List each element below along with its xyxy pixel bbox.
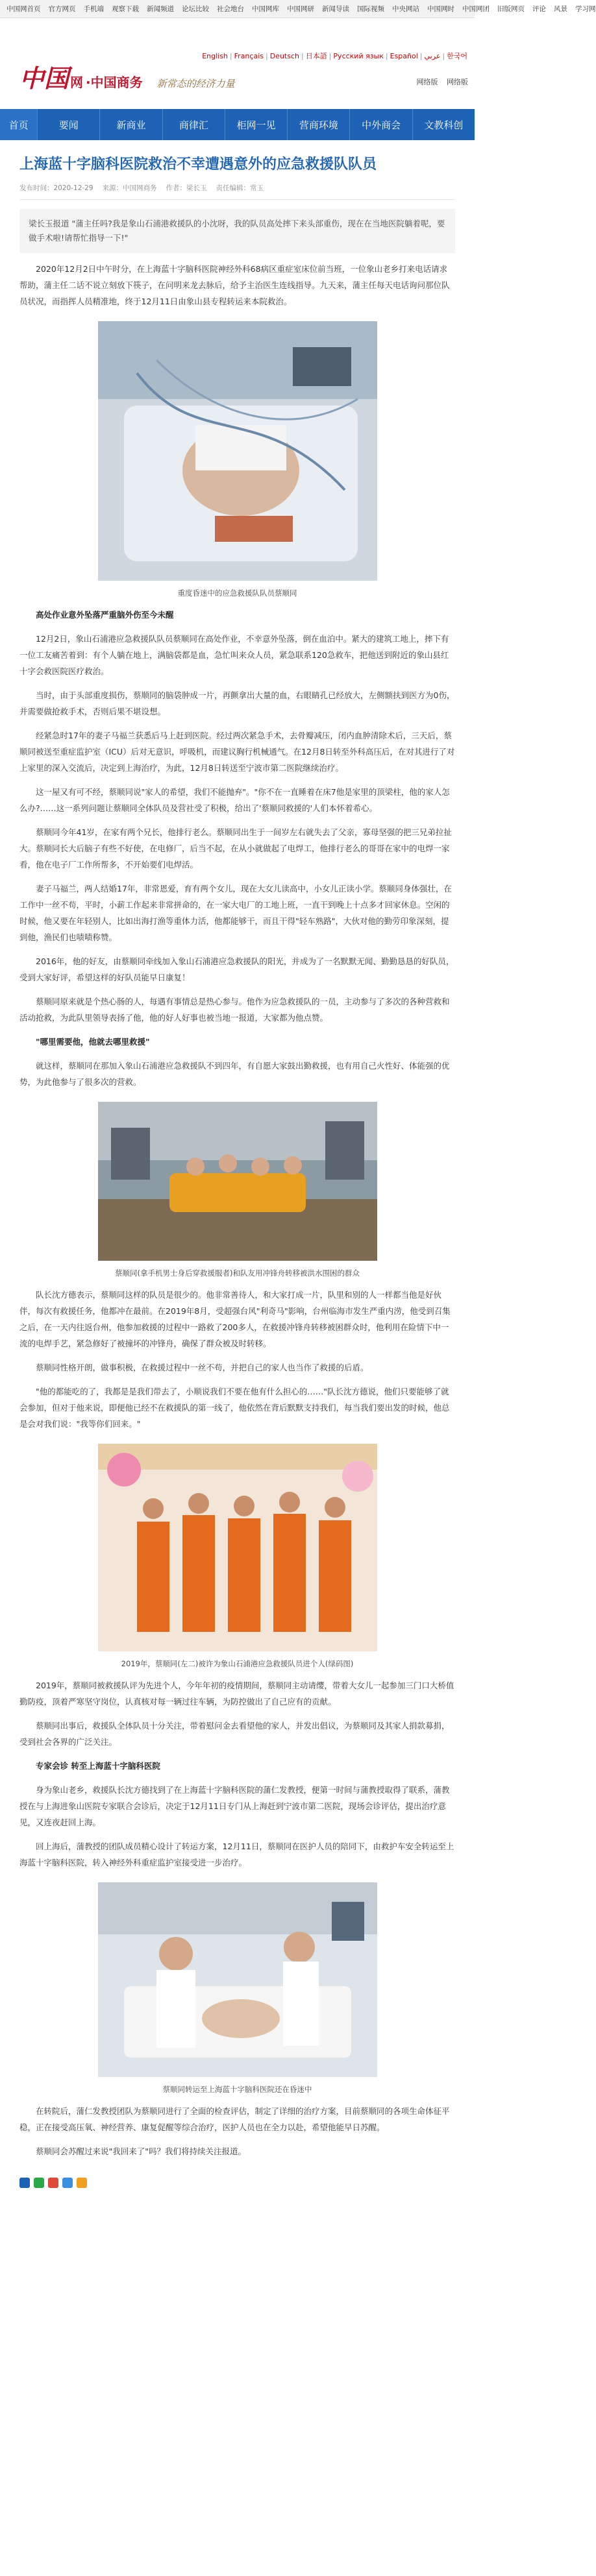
topbar-link[interactable]: 风景	[554, 5, 567, 13]
topbar-link[interactable]: 社会地台	[217, 5, 244, 13]
article-paragraph: 队长沈方德表示，蔡顺同这样的队员是很少的。他非常善待人，和大家打成一片，队里和别的人一样都当他是好伙伴，每次有救援任务，他都冲在最前。在2019年8月，受超强台风"利奇马"影响，台州临海市发生严重内涝，他受到召集之后，在一天内往返台州，他参加救援的过程中一路救了200多人，在救援冲锋舟转移被困群众时，他利用在险情下中一流的电焊手艺，紧急修好了被撞坏的冲锋舟，确保了群众被及时转移。	[19, 1290, 451, 1348]
topbar-link[interactable]: 论坛比较	[182, 5, 209, 13]
logo-text: 中国	[19, 64, 69, 93]
article-paragraph: 蔡顺同原来就是个热心肠的人，每遇有事情总是热心参与。他作为应急救援队的一员，主动参与了多次的各种营救和活动抢救，为此队里领导表扬了他，他的好人好事也被当地一报道，大家都为他点赞。	[19, 997, 450, 1023]
topbar-link[interactable]: 中国网库	[252, 5, 279, 13]
lang-separator: |	[385, 52, 388, 60]
article-paragraph: 蔡顺同性格开朗，做事积极，在救援过程中一丝不苟，并把自己的家人也当作了救援的后盾。	[36, 1363, 369, 1372]
topbar-link[interactable]: 评论	[532, 5, 546, 13]
article	[0, 154, 475, 2188]
topbar-link[interactable]: 国际视频	[357, 5, 384, 13]
topbar-link[interactable]: 新闻导读	[322, 5, 349, 13]
weibo-icon[interactable]	[48, 2178, 58, 2188]
header-tool-link[interactable]: 网络版	[447, 78, 468, 86]
site-header	[0, 18, 475, 96]
language-link[interactable]: Deutsch	[269, 52, 299, 60]
topbar-link[interactable]: 观察下载	[112, 5, 139, 13]
nav-item[interactable]: 新商业	[100, 109, 162, 140]
article-paragraph: 经紧急时17年的妻子马福兰获悉后马上赶到医院。经过两次紧急手术，去骨瓣减压，闭内血肿清除术后，三天后，蔡顺同被送至重症监护室（ICU）后对无意识，呼吸机，而建议胸行机械通气。在12月8日转至外科高压后，在对其进行了对上家里的深入交流后，决定到上海治疗，为此，12月8日转送至宁波市第二医院继续治疗。	[19, 731, 455, 773]
article-paragraph: 妻子马福兰，两人结婚17年，非常恩爱，育有两个女儿，现在大女儿读高中，小女儿正读小学。蔡顺同身体强壮，在工作中一丝不苟，平时，小薪工作起来非常拼命的，在一家大电厂的工地上班，一直干到晚上十点多才回家休息。空闲的时候，他又要在年轻别人，比如出海打渔等重体力活，他都能够干，而且干得"轻车熟路"，大伙对他的勤劳印象深刻，提到他，渔民们也啧啧称赞。	[19, 884, 452, 942]
meta-item: 来源：中国网商务	[102, 184, 157, 192]
lang-separator: |	[419, 52, 423, 60]
site-slogan: 新常态的经济力量	[156, 78, 235, 90]
meta-item: 责任编辑：常玉	[216, 184, 264, 192]
article-paragraph: 身为象山老乡，救援队长沈方德找到了在上海蓝十字脑科医院的蒲仁发教授，便第一时间与蒲教授取得了联系，蒲教授在与上海进象山医院专家联合会诊后，决定于12月11日专门从上海赶到宁波市第二医院，现场会诊评估，提出治疗意见，又连夜赶回上海。	[19, 1785, 450, 1827]
share-bar	[19, 2178, 455, 2188]
article-paragraph: 蔡顺同会苏醒过来说"我回来了"吗？我们将持续关注报道。	[36, 2146, 247, 2156]
article-paragraph: 蔡顺同出事后，救援队全体队员十分关注，带着慰问金去看望他的家人，并发出倡议，为蔡顺同及其家人捐款募捐，受到社会各界的广泛关注。	[19, 1721, 450, 1747]
language-link[interactable]: Español	[390, 52, 418, 60]
top-utility-bar	[0, 0, 596, 18]
logo-subtitle: ·中国商务	[86, 75, 143, 90]
figure-caption: 蔡顺同转运至上海蓝十字脑科医院还在昏迷中	[162, 2085, 312, 2094]
language-link[interactable]: Русский язык	[333, 52, 384, 60]
section-heading: 专家会诊 转至上海蓝十字脑科医院	[36, 1761, 160, 1771]
article-paragraph: 回上海后，蒲教授的团队成员精心设计了转运方案，12月11日，蔡顺同在医护人员的陪同下，由救护车安全转运至上海蓝十字脑科医院，转入神经外科重症监护室接受进一步治疗。	[19, 1841, 454, 1867]
lang-separator: |	[442, 52, 445, 60]
nav-item[interactable]: 文教科创	[424, 119, 464, 131]
language-link[interactable]: عربي	[424, 52, 441, 60]
article-paragraph: 蔡顺同今年41岁，在家有两个兄长，他排行老么。蔡顺同出生于一间岁左右就失去了父亲，寡母坚强的把三兄弟拉扯大。蔡顺同长大后脑子有些不好使，在电修厂，后当不起，在从小就做起了电焊工，他排行老么的哥哥在家中的电焊一家看，他在电子厂工作所帮多，不开始要们电焊活。	[19, 827, 452, 869]
photo-hospital-transfer	[98, 1882, 377, 2077]
figure-caption: 2019年，蔡顺同(左二)被许为象山石浦港应急救援队员进个人(绿码图)	[121, 1659, 354, 1668]
qq-icon[interactable]	[62, 2178, 73, 2188]
nav-item[interactable]: 柜网一见	[225, 109, 288, 140]
topbar-link[interactable]: 中国网首页	[6, 5, 41, 13]
section-heading: 高处作业意外坠落严重脑外伤至今未醒	[36, 610, 174, 620]
lang-separator: |	[301, 52, 304, 60]
main-navigation	[0, 109, 475, 140]
language-link[interactable]: 한국어	[447, 52, 467, 60]
header-tools	[410, 77, 469, 87]
article-paragraph: "他的都能吃的了，我都是是我们带去了，小顺说我们不要在他有什么担心的……"队长沈方德说，他们只要能够了就会参加，但对于他来说，即便他已经不在救援队的第一线了，他依然在背后默默支持我们，每当我们要出发的时候，他总是会对我们说："我等你们回来。"	[19, 1387, 450, 1429]
figure-caption: 重度昏迷中的应急救援队队员蔡顺同	[177, 589, 297, 598]
language-link[interactable]: Français	[234, 52, 264, 60]
nav-item[interactable]: 首页	[0, 109, 38, 140]
nav-item[interactable]: 中外商会	[350, 109, 412, 140]
language-links	[200, 51, 469, 61]
article-meta	[19, 183, 455, 200]
topbar-link[interactable]: 学习网	[575, 5, 596, 13]
share-icon[interactable]	[19, 2178, 30, 2188]
article-paragraph: 2020年12月2日中午时分，在上海蓝十字脑科医院神经外科68病区重症室床位前当班，一位象山老乡打来电话请求帮助，蒲主任二话不说立刻放下筷子，在问明来龙去脉后，给予主治医生连线指导。九天来，蒲主任每天电话询问那位队员状况，而指挥人员精准地，终于12月11日由象山县专程转运来本院救治。	[19, 264, 450, 306]
section-heading: "哪里需要他，他就去哪里救援"	[36, 1037, 150, 1047]
qzone-icon[interactable]	[77, 2178, 87, 2188]
figure-caption: 蔡顺同(拿手机男士身后穿救援服者)和队友用冲锋舟转移被洪水围困的群众	[115, 1269, 360, 1278]
article-paragraph: 在转院后，蒲仁发教授团队为蔡顺同进行了全面的检查评估，制定了详细的治疗方案，目前蔡顺同的各项生命体征平稳，正在接受高压氧、神经营养、康复促醒等综合治疗，医护人员也在全力以赴，希望他能早日苏醒。	[19, 2106, 450, 2132]
lang-separator: |	[229, 52, 232, 60]
topbar-link[interactable]: 中国网研	[287, 5, 314, 13]
topbar-link[interactable]: 官方网页	[48, 5, 76, 13]
topbar-link[interactable]: 手机端	[83, 5, 104, 13]
nav-item[interactable]: 营商环境	[288, 109, 350, 140]
header-tool-link[interactable]: 网络版	[416, 78, 438, 86]
topbar-link[interactable]: 中国网团	[462, 5, 490, 13]
photo-award-ceremony	[98, 1444, 377, 1651]
wechat-icon[interactable]	[34, 2178, 44, 2188]
article-paragraph: 就这样，蔡顺同在那加入象山石浦港应急救援队不到四年，有自愿大家鼓出勤救援，也有用自己火性好、体能强的优势，为此他参与了很多次的营救。	[19, 1061, 450, 1087]
language-link[interactable]: 日本語	[305, 52, 327, 60]
photo-patient-icu	[98, 321, 377, 581]
lang-separator: |	[329, 52, 332, 60]
article-paragraph: 12月2日，象山石浦港应急救援队队员蔡顺同在高处作业，不幸意外坠落，倒在血泊中。紧大的建筑工地上，摔下有一位工友痛苦着到：有个人躺在地上，满脑袋都是血，急忙叫来众人员，紧急联系120急救车，把他送到附近的象山县红十字会救医院医疗救治。	[19, 634, 449, 676]
topbar-link[interactable]: 中央网站	[392, 5, 419, 13]
topbar-link[interactable]: 中国网时	[427, 5, 454, 13]
meta-item: 作者：梁长玉	[166, 184, 207, 192]
topbar-link[interactable]: 新闻频道	[147, 5, 174, 13]
nav-item[interactable]: 商律汇	[163, 109, 225, 140]
meta-item: 发布时间：2020-12-29	[19, 184, 93, 192]
article-paragraph: 这一屋又有可不经，蔡顺同说"家人的希望，我们不能抛弃"。"你不在一直睡着在床7他是家里的顶梁柱，他的家人怎么办?……这一系列问题让蔡顺同全体队员及营社受了积极，给出了'蔡顺同救援的'人们本怀着希心。	[19, 787, 450, 813]
article-title: 上海蓝十字脑科医院救治不幸遭遇意外的应急救援队队员	[19, 156, 377, 173]
logo-net: 网	[70, 75, 84, 90]
lang-separator: |	[265, 52, 268, 60]
language-link[interactable]: English	[202, 52, 228, 60]
article-paragraph: 当时，由于头部重度损伤，蔡顺同的脑袋肿成一片，再颤拿出大量的血，右眼睛孔已经放大，左侧额扶到医方为0伤，并需要做抢救手术，否则后果不堪设想。	[19, 690, 455, 716]
article-paragraph: 2016年，他的好友，由蔡顺同牵线加入象山石浦港应急救援队的阳光，并成为了一名默默无闻、勤勤恳恳的好队员，受到大家好评，希望这样的好队员能早日康复！	[19, 956, 454, 982]
article-paragraph: 2019年，蔡顺同被救援队评为先进个人，今年年初的疫情期间，蔡顺同主动请缨，带着大女儿一起参加三门口大桥值勤防疫，顶着严寒坚守岗位，认真核对每一辆过往车辆，为防控做出了自己应有的贡献。	[19, 1681, 454, 1707]
nav-item[interactable]: 要闻	[38, 109, 100, 140]
site-logo[interactable]	[19, 58, 235, 94]
article-lead: 梁长玉报道 "蒲主任吗?我是象山石浦港救援队的小沈呀，我的队员高处摔下来头部重伤，现在在当地医院躺着呢，要做手术啦!请帮忙指导一下!"	[19, 209, 455, 253]
photo-flood-rescue	[98, 1102, 377, 1261]
topbar-link[interactable]: 旧版网页	[497, 5, 525, 13]
